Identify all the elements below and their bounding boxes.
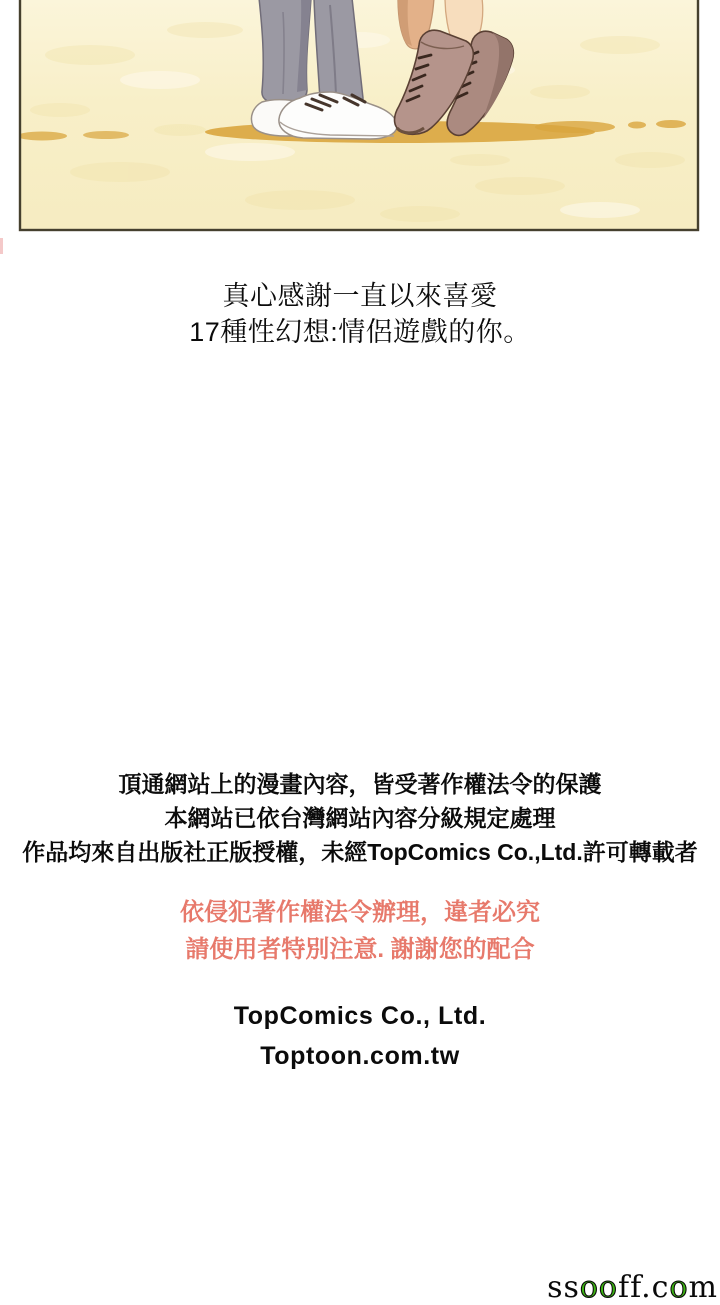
comic-panel <box>0 0 720 233</box>
company-signature <box>0 996 720 1076</box>
watermark-text: ff.c <box>618 1270 670 1305</box>
beach-scene-illustration <box>0 0 720 233</box>
watermark-text-green: oo <box>579 1270 618 1305</box>
copyright-line-2: 本網站已依台灣網站內容分級規定處理 <box>164 805 556 831</box>
warning-line-2: 請使用者特別注意. 謝謝您的配合 <box>185 936 535 963</box>
watermark <box>547 1272 718 1304</box>
warning-notice <box>0 894 720 968</box>
watermark-text-green: o <box>669 1270 689 1305</box>
page-edge-mark <box>0 238 3 254</box>
copyright-notice <box>0 767 720 869</box>
thanks-line-2: 17種性幻想:情侶遊戲的你。 <box>189 317 531 347</box>
watermark-text: m <box>688 1270 718 1305</box>
company-website: Toptoon.com.tw <box>260 1042 460 1070</box>
warning-line-1: 依侵犯著作權法令辦理，違者必究 <box>180 899 540 926</box>
company-name: TopComics Co., Ltd. <box>233 1002 487 1030</box>
watermark-text: ss <box>547 1270 580 1305</box>
copyright-line-1: 頂通網站上的漫畫內容，皆受著作權法令的保護 <box>118 771 602 797</box>
copyright-line-3: 作品均來自出版社正版授權，未經TopComics Co.,Ltd.許可轉載者 <box>22 839 698 865</box>
thanks-message <box>0 278 720 350</box>
thanks-line-1: 真心感謝一直以來喜愛 <box>222 281 498 311</box>
